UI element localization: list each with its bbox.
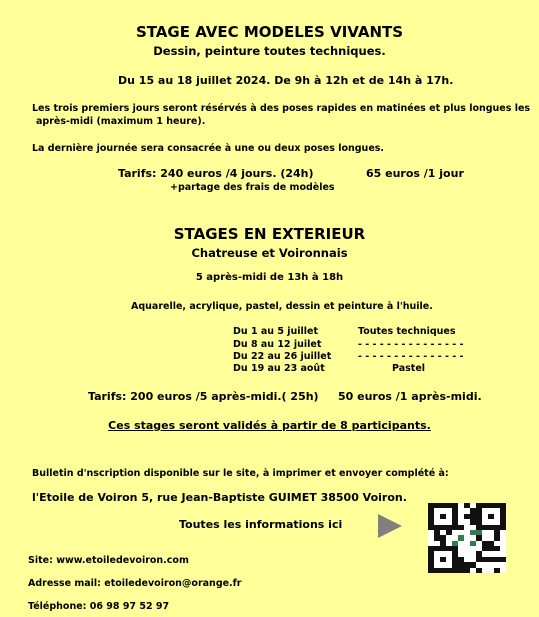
section2-subtitle: Chatreuse et Voironnais (191, 246, 348, 260)
section1-subtitle: Dessin, peinture toutes techniques. (153, 44, 386, 58)
schedule-technique-1: Toutes techniques (358, 326, 456, 337)
schedule-dates-2: Du 8 au 12 juilet (233, 339, 322, 350)
section1-title: STAGE AVEC MODELES VIVANTS (135, 23, 404, 41)
section1-tarifs: Tarifs: 240 euros /4 jours. (24h) (118, 167, 314, 180)
section2-tarifs: Tarifs: 200 euros /5 après-midi.( 25h) (88, 390, 319, 403)
section2-techniques: Aquarelle, acrylique, pastel, dessin et peinture à l'huile. (131, 301, 433, 312)
schedule-technique-3: - - - - - - - - - - - - - - - (358, 351, 464, 362)
phone-text: Téléphone: 06 98 97 52 97 (28, 601, 170, 612)
section2-validation: Ces stages seront validés à partir de 8 participants. (108, 419, 431, 432)
schedule-dates-4: Du 19 au 23 août (233, 363, 325, 374)
qr-code-icon[interactable] (428, 503, 506, 573)
schedule-technique-2: - - - - - - - - - - - - - - - (358, 339, 464, 350)
schedule-dates-1: Du 1 au 5 juillet (233, 326, 319, 337)
bulletin-text: Bulletin d'nscription disponible sur le site, à imprimer et envoyer complété à: (32, 468, 449, 479)
section2-tarifs-single: 50 euros /1 après-midi. (338, 390, 482, 403)
info-text: Toutes les informations ici (179, 518, 343, 531)
schedule-dates-3: Du 22 au 26 juillet (233, 351, 332, 362)
play-arrow-icon[interactable] (378, 514, 402, 538)
section2-title: STAGES EN EXTERIEUR (173, 225, 366, 243)
section1-tarifs-day: 65 euros /1 jour (366, 167, 464, 180)
section1-para2: La dernière journée sera consacrée à une ou deux poses longues. (32, 143, 385, 154)
site-link[interactable]: Site: www.etoiledevoiron.com (28, 555, 189, 566)
email-link[interactable]: Adresse mail: etoiledevoiron@orange.fr (28, 578, 242, 589)
schedule-technique-4: Pastel (392, 363, 426, 374)
section1-para1-line1: Les trois premiers jours seront résérvés à des poses rapides en matinées et plus longues les (32, 103, 531, 114)
section1-dates: Du 15 au 18 juillet 2024. De 9h à 12h et de 14h à 17h. (118, 74, 454, 87)
section2-hours: 5 après-midi de 13h à 18h (195, 272, 344, 283)
section1-tarifs-models: +partage des frais de modèles (170, 182, 335, 193)
address-text: l'Etoile de Voiron 5, rue Jean-Baptiste GUIMET 38500 Voiron. (32, 491, 407, 504)
section1-para1-line2: après-midi (maximum 1 heure). (36, 116, 206, 127)
